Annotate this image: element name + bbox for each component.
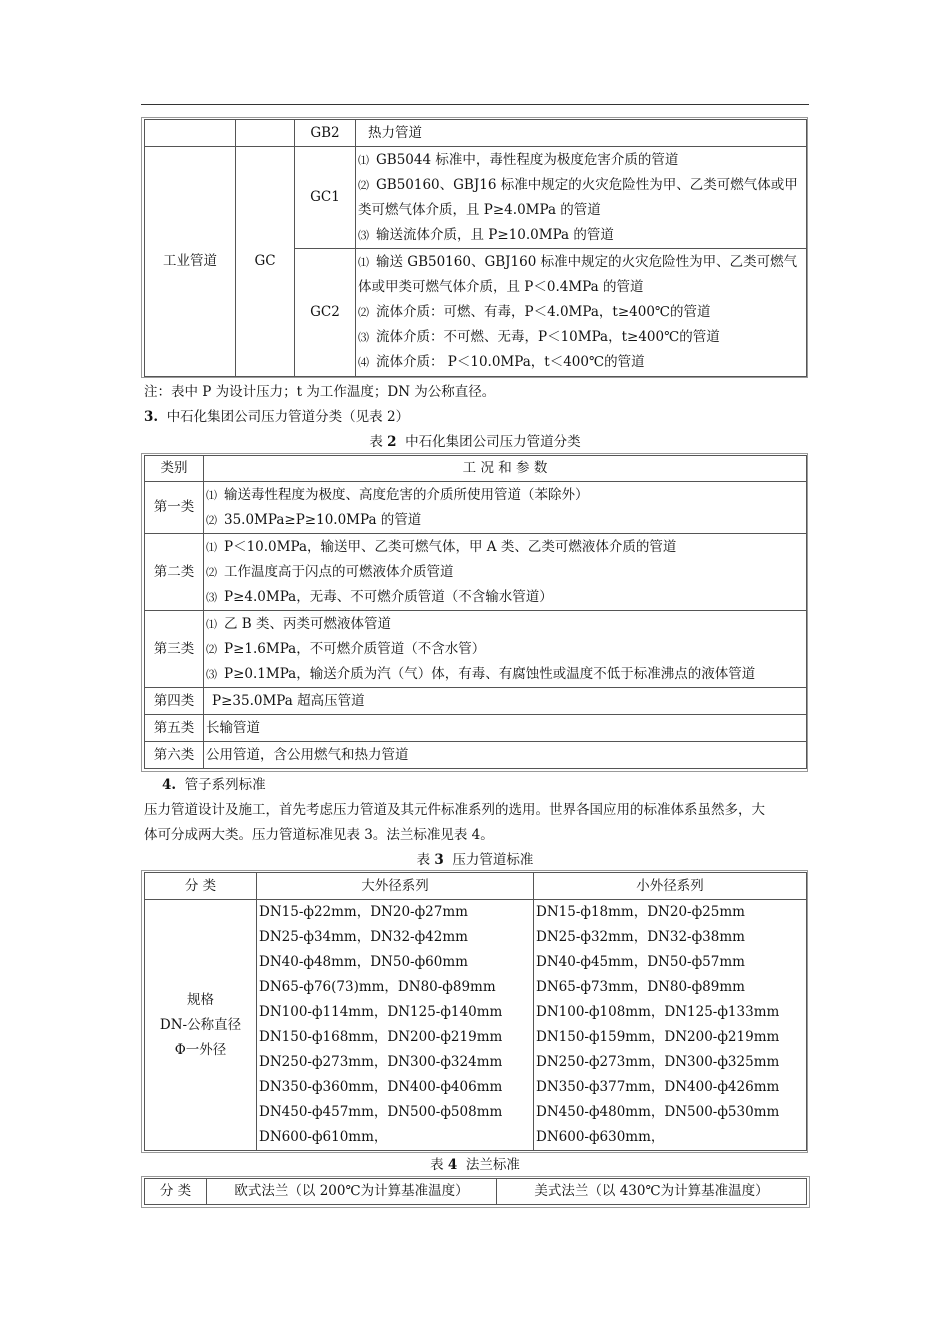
spec-line: DN350-ф377mm，DN400-ф426mm [536,1079,780,1095]
spec-line: DN250-ф273mm，DN300-ф324mm [259,1054,503,1070]
spec-line: DN450-ф480mm，DN500-ф530mm [536,1104,780,1120]
spec-line: DN65-ф73mm，DN80-ф89mm [536,979,745,995]
spec-line: DN150-ф159mm，DN200-ф219mm [536,1029,780,1045]
spec-line: DN15-ф22mm，DN20-ф27mm [259,904,468,920]
spec-line: DN25-ф34mm，DN32-ф42mm [259,929,468,945]
empty-cell [236,120,295,147]
table2-caption: 表 2 中石化集团公司压力管道分类 [369,434,581,450]
gc1-item: ⑵ GB50160、GBJ16 标准中规定的火灾危险性为甲、乙类可燃气体或甲类可燃气体介质，且 P≥4.0MPa 的管道 [358,176,798,218]
table3-head-small: 小外径系列 [534,873,807,900]
small-od-series [534,900,807,1151]
spec-line: DN100-ф114mm，DN125-ф140mm [259,1004,503,1020]
gc2-items [356,249,807,377]
table4-head-european: 欧式法兰（以 200℃为计算基准温度） [207,1179,497,1205]
sinopec-pipeline-class-table [144,455,807,769]
category-code: GC [236,147,295,377]
spec-line: DN250-ф273mm，DN300-ф325mm [536,1054,780,1070]
spec-line: DN350-ф360mm，DN400-ф406mm [259,1079,503,1095]
empty-cell [145,120,236,147]
gc2-item: ⑵ 流体介质：可燃、有毒，P＜4.0MPa，t≥400℃的管道 [358,304,711,320]
table4-head-category: 分 类 [145,1179,207,1205]
gb2-desc: 热力管道 [356,120,807,147]
spec-line: DN600-ф610mm， [259,1129,388,1145]
class-label: 第四类 [145,688,204,715]
gc2-item: ⑷ 流体介质： P＜10.0MPa，t＜400℃的管道 [358,354,645,370]
pipeline-class-table-continued [144,119,807,377]
gc2-item: ⑴ 输送 GB50160、GBJ160 标准中规定的火灾危险性为甲、乙类可燃气体或甲类可燃气体介质，且 P＜0.4MPa 的管道 [358,254,798,295]
category-industrial-pipeline: 工业管道 [145,147,236,377]
spec-line: DN65-ф76(73)mm，DN80-ф89mm [259,979,496,995]
paragraph-line: 体可分成两大类。压力管道标准见表 3。法兰标准见表 4。 [144,827,494,843]
gb2-code: GB2 [295,120,356,147]
table-note: 注：表中 P 为设计压力；t 为工作温度；DN 为公称直径。 [144,384,496,400]
section-3-heading: 3. 中石化集团公司压力管道分类（见表 2） [144,409,410,425]
flange-standard-table [144,1178,807,1205]
table2-head-category: 类别 [145,456,204,482]
table4-head-american: 美式法兰（以 430℃为计算基准温度） [497,1179,807,1205]
spec-label: 规格 DN-公称直径 Φ一外径 [145,900,257,1151]
spec-line: DN25-ф32mm，DN32-ф38mm [536,929,745,945]
class-items: ⑴ 输送毒性程度为极度、高度危害的介质所使用管道（苯除外） ⑵ 35.0MPa≥P≥10.0MPa 的管道 [204,482,807,534]
paragraph-line: 压力管道设计及施工，首先考虑压力管道及其元件标准系列的选用。世界各国应用的标准体系虽然多，大 [144,802,765,818]
header-rule [141,104,809,105]
table4-caption: 表 4 法兰标准 [430,1157,520,1173]
spec-line: DN450-ф457mm，DN500-ф508mm [259,1104,503,1120]
gc1-code: GC1 [295,147,356,249]
table2-head-params: 工 况 和 参 数 [204,456,807,482]
class-label: 第一类 [145,482,204,534]
spec-line: DN600-ф630mm， [536,1129,665,1145]
gc1-item: ⑴ GB5044 标准中，毒性程度为极度危害介质的管道 [358,151,679,168]
spec-line: DN100-ф108mm，DN125-ф133mm [536,1004,780,1020]
table3-head-category: 分 类 [145,873,257,900]
class-label: 第五类 [145,715,204,742]
class-items: ⑴ P＜10.0MPa，输送甲、乙类可燃气体，甲 A 类、乙类可燃液体介质的管道 ⑵ 工作温度高于闪点的可燃液体介质管道 ⑶ P≥4.0MPa，无毒、不可燃介质管道（不含输水管道） [204,534,807,611]
class-label: 第三类 [145,611,204,688]
spec-line: DN15-ф18mm，DN20-ф25mm [536,904,745,920]
class-items: 公用管道，含公用燃气和热力管道 [204,742,807,769]
section-4-heading: 4. 管子系列标准 [162,777,266,793]
gc2-code: GC2 [295,249,356,377]
large-od-series [257,900,534,1151]
spec-line: DN40-ф48mm，DN50-ф60mm [259,954,468,970]
table3-caption: 表 3 压力管道标准 [416,852,534,868]
class-items: P≥35.0MPa 超高压管道 [204,688,807,715]
class-items: 长输管道 [204,715,807,742]
class-items: ⑴ 乙 B 类、丙类可燃液体管道 ⑵ P≥1.6MPa，不可燃介质管道（不含水管） ⑶ P≥0.1MPa，输送介质为汽（气）体，有毒、有腐蚀性或温度不低于标准沸点的液体管道 [204,611,807,688]
table3-head-large: 大外径系列 [257,873,534,900]
class-label: 第二类 [145,534,204,611]
spec-line: DN150-ф168mm，DN200-ф219mm [259,1029,503,1045]
spec-line: DN40-ф45mm，DN50-ф57mm [536,954,745,970]
pressure-pipe-standard-table [144,872,807,1151]
gc1-item: ⑶ 输送流体介质，且 P≥10.0MPa 的管道 [358,226,614,243]
class-label: 第六类 [145,742,204,769]
gc2-item: ⑶ 流体介质：不可燃、无毒，P＜10MPa，t≥400℃的管道 [358,329,720,345]
gc1-items [356,147,807,249]
